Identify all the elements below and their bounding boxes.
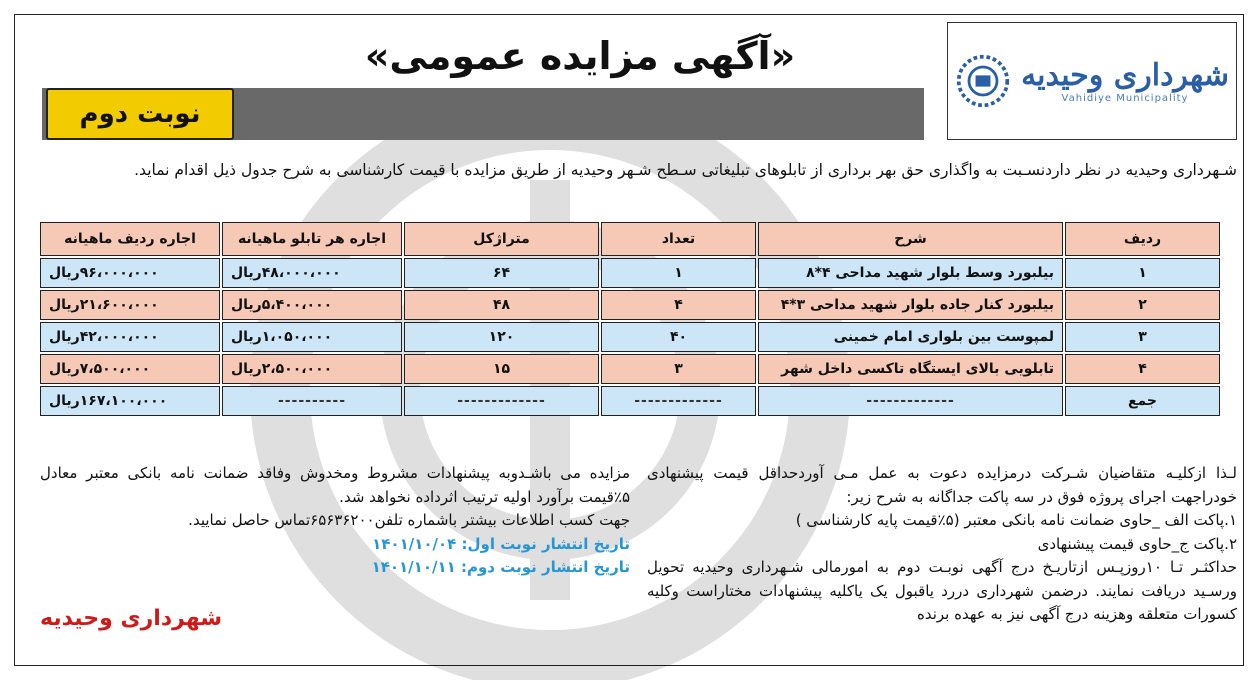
header-row-no: ردیف [1065,222,1220,256]
cell-row-no: ۳ [1065,322,1220,352]
logo-name-en: Vahidiye Municipality [1061,93,1189,104]
terms-invitation: لـذا ازکلیـه متقاضیان شـرکت درمزایده دعوت به عمل مـی آوردحداقل قیمت پیشنهادی خودراجهت اجرای پروژه فوق در سه پاکت جداگانه به شرح زیر: [647,464,1237,506]
cell-total-dash-area: ------------- [404,386,599,416]
table-header-row [40,222,1220,256]
cell-row-rent: ۲۱،۶۰۰،۰۰۰ریال [40,290,220,320]
table-row [40,322,1220,352]
terms-right-column [647,462,1237,627]
terms-deadline: حداکثـر تـا ۱۰روزپـس ازتاریـخ درج آگهی نوبـت دوم به امورمالی شـهرداری وحیدیه تحویل ورسـید دریافت نمایند. درضمن شهرداری دررد یاقبول یک یاکلیه پیشنهادات مختاراست وکلیه کسورات متعلقه وهزینه درج آگهی نیز به عهده برنده [647,558,1237,623]
cell-row-no: ۴ [1065,354,1220,384]
date-second-publication: تاریخ انتشار نوبت دوم: ۱۴۰۱/۱۰/۱۱ [371,558,630,576]
page-title: «آگهی مزایده عمومی» [364,34,796,78]
cell-total-label: جمع [1065,386,1220,416]
cell-total-dash-desc: ------------- [758,386,1063,416]
cell-row-rent: ۴۲،۰۰۰،۰۰۰ریال [40,322,220,352]
terms-contact: جهت کسب اطلاعات بیشتر باشماره تلفن۶۵۶۳۶۲۰۰تماس حاصل نمایید. [188,511,630,529]
cell-unit-rent: ۴۸،۰۰۰،۰۰۰ریال [222,258,402,288]
table-total-row [40,386,1220,416]
cell-count: ۱ [601,258,756,288]
logo-text [1021,58,1229,104]
table-row [40,354,1220,384]
terms-left-column [40,462,630,580]
cell-area: ۶۴ [404,258,599,288]
cell-desc: تابلویی بالای ایستگاه تاکسی داخل شهر [758,354,1063,384]
cell-count: ۴۰ [601,322,756,352]
terms-envelope-a: ۱.پاکت الف _حاوی ضمانت نامه بانکی معتبر (۵٪قیمت پایه کارشناسی ) [795,511,1237,529]
cell-unit-rent: ۲،۵۰۰،۰۰۰ریال [222,354,402,384]
terms-conditions: مزایده می باشـدوبه پیشنهادات مشروط ومخدوش وفاقد ضمانت نامه بانکی معتبر معادل ۵٪قیمت برآورد اولیه ترتیب اثرداده نخواهد شد. [40,464,630,506]
cell-row-no: ۲ [1065,290,1220,320]
cell-total-dash-unit: ---------- [222,386,402,416]
cell-total-row-rent: ۱۶۷،۱۰۰،۰۰۰ریال [40,386,220,416]
cell-area: ۱۲۰ [404,322,599,352]
cell-total-dash-count: ------------- [601,386,756,416]
header-row-rent: اجاره ردیف ماهیانه [40,222,220,256]
terms-envelope-c: ۲.پاکت ج_حاوی قیمت پیشنهادی [1037,534,1237,553]
signature: شهرداری وحیدیه [40,606,222,631]
intro-paragraph: شـهرداری وحیدیه در نظر داردنسـبت به واگذاری حق بهر برداری از تابلوهای تبلیغاتی سـطح شـهر وحیدیه از طریق مزایده با قیمت کارشناسی به شرح جدول ذیل اقدام نماید. [134,161,1237,179]
cell-count: ۳ [601,354,756,384]
cell-row-rent: ۹۶،۰۰۰،۰۰۰ریال [40,258,220,288]
municipality-logo [947,22,1237,140]
table-row [40,258,1220,288]
header-count: تعداد [601,222,756,256]
table-row [40,290,1220,320]
cell-row-rent: ۷،۵۰۰،۰۰۰ریال [40,354,220,384]
cell-desc: بیلبورد وسط بلوار شهید مداحی ۴*۸ [758,258,1063,288]
cell-row-no: ۱ [1065,258,1220,288]
logo-name-fa: شهرداری وحیدیه [1021,58,1229,93]
cell-area: ۴۸ [404,290,599,320]
cell-area: ۱۵ [404,354,599,384]
header-area: متراژکل [404,222,599,256]
cell-desc: بیلبورد کنار جاده بلوار شهید مداحی ۳*۴ [758,290,1063,320]
date-first-publication: تاریخ انتشار نوبت اول: ۱۴۰۱/۱۰/۰۴ [372,534,630,553]
cell-desc: لمپوست بین بلواری امام خمینی [758,322,1063,352]
header-unit-rent: اجاره هر تابلو ماهیانه [222,222,402,256]
header-desc: شرح [758,222,1063,256]
auction-table [38,220,1222,418]
turn-badge: نوبت دوم [46,88,234,140]
cell-unit-rent: ۵،۴۰۰،۰۰۰ریال [222,290,402,320]
cell-count: ۴ [601,290,756,320]
municipality-emblem-icon [955,53,1011,109]
cell-unit-rent: ۱،۰۵۰،۰۰۰ریال [222,322,402,352]
